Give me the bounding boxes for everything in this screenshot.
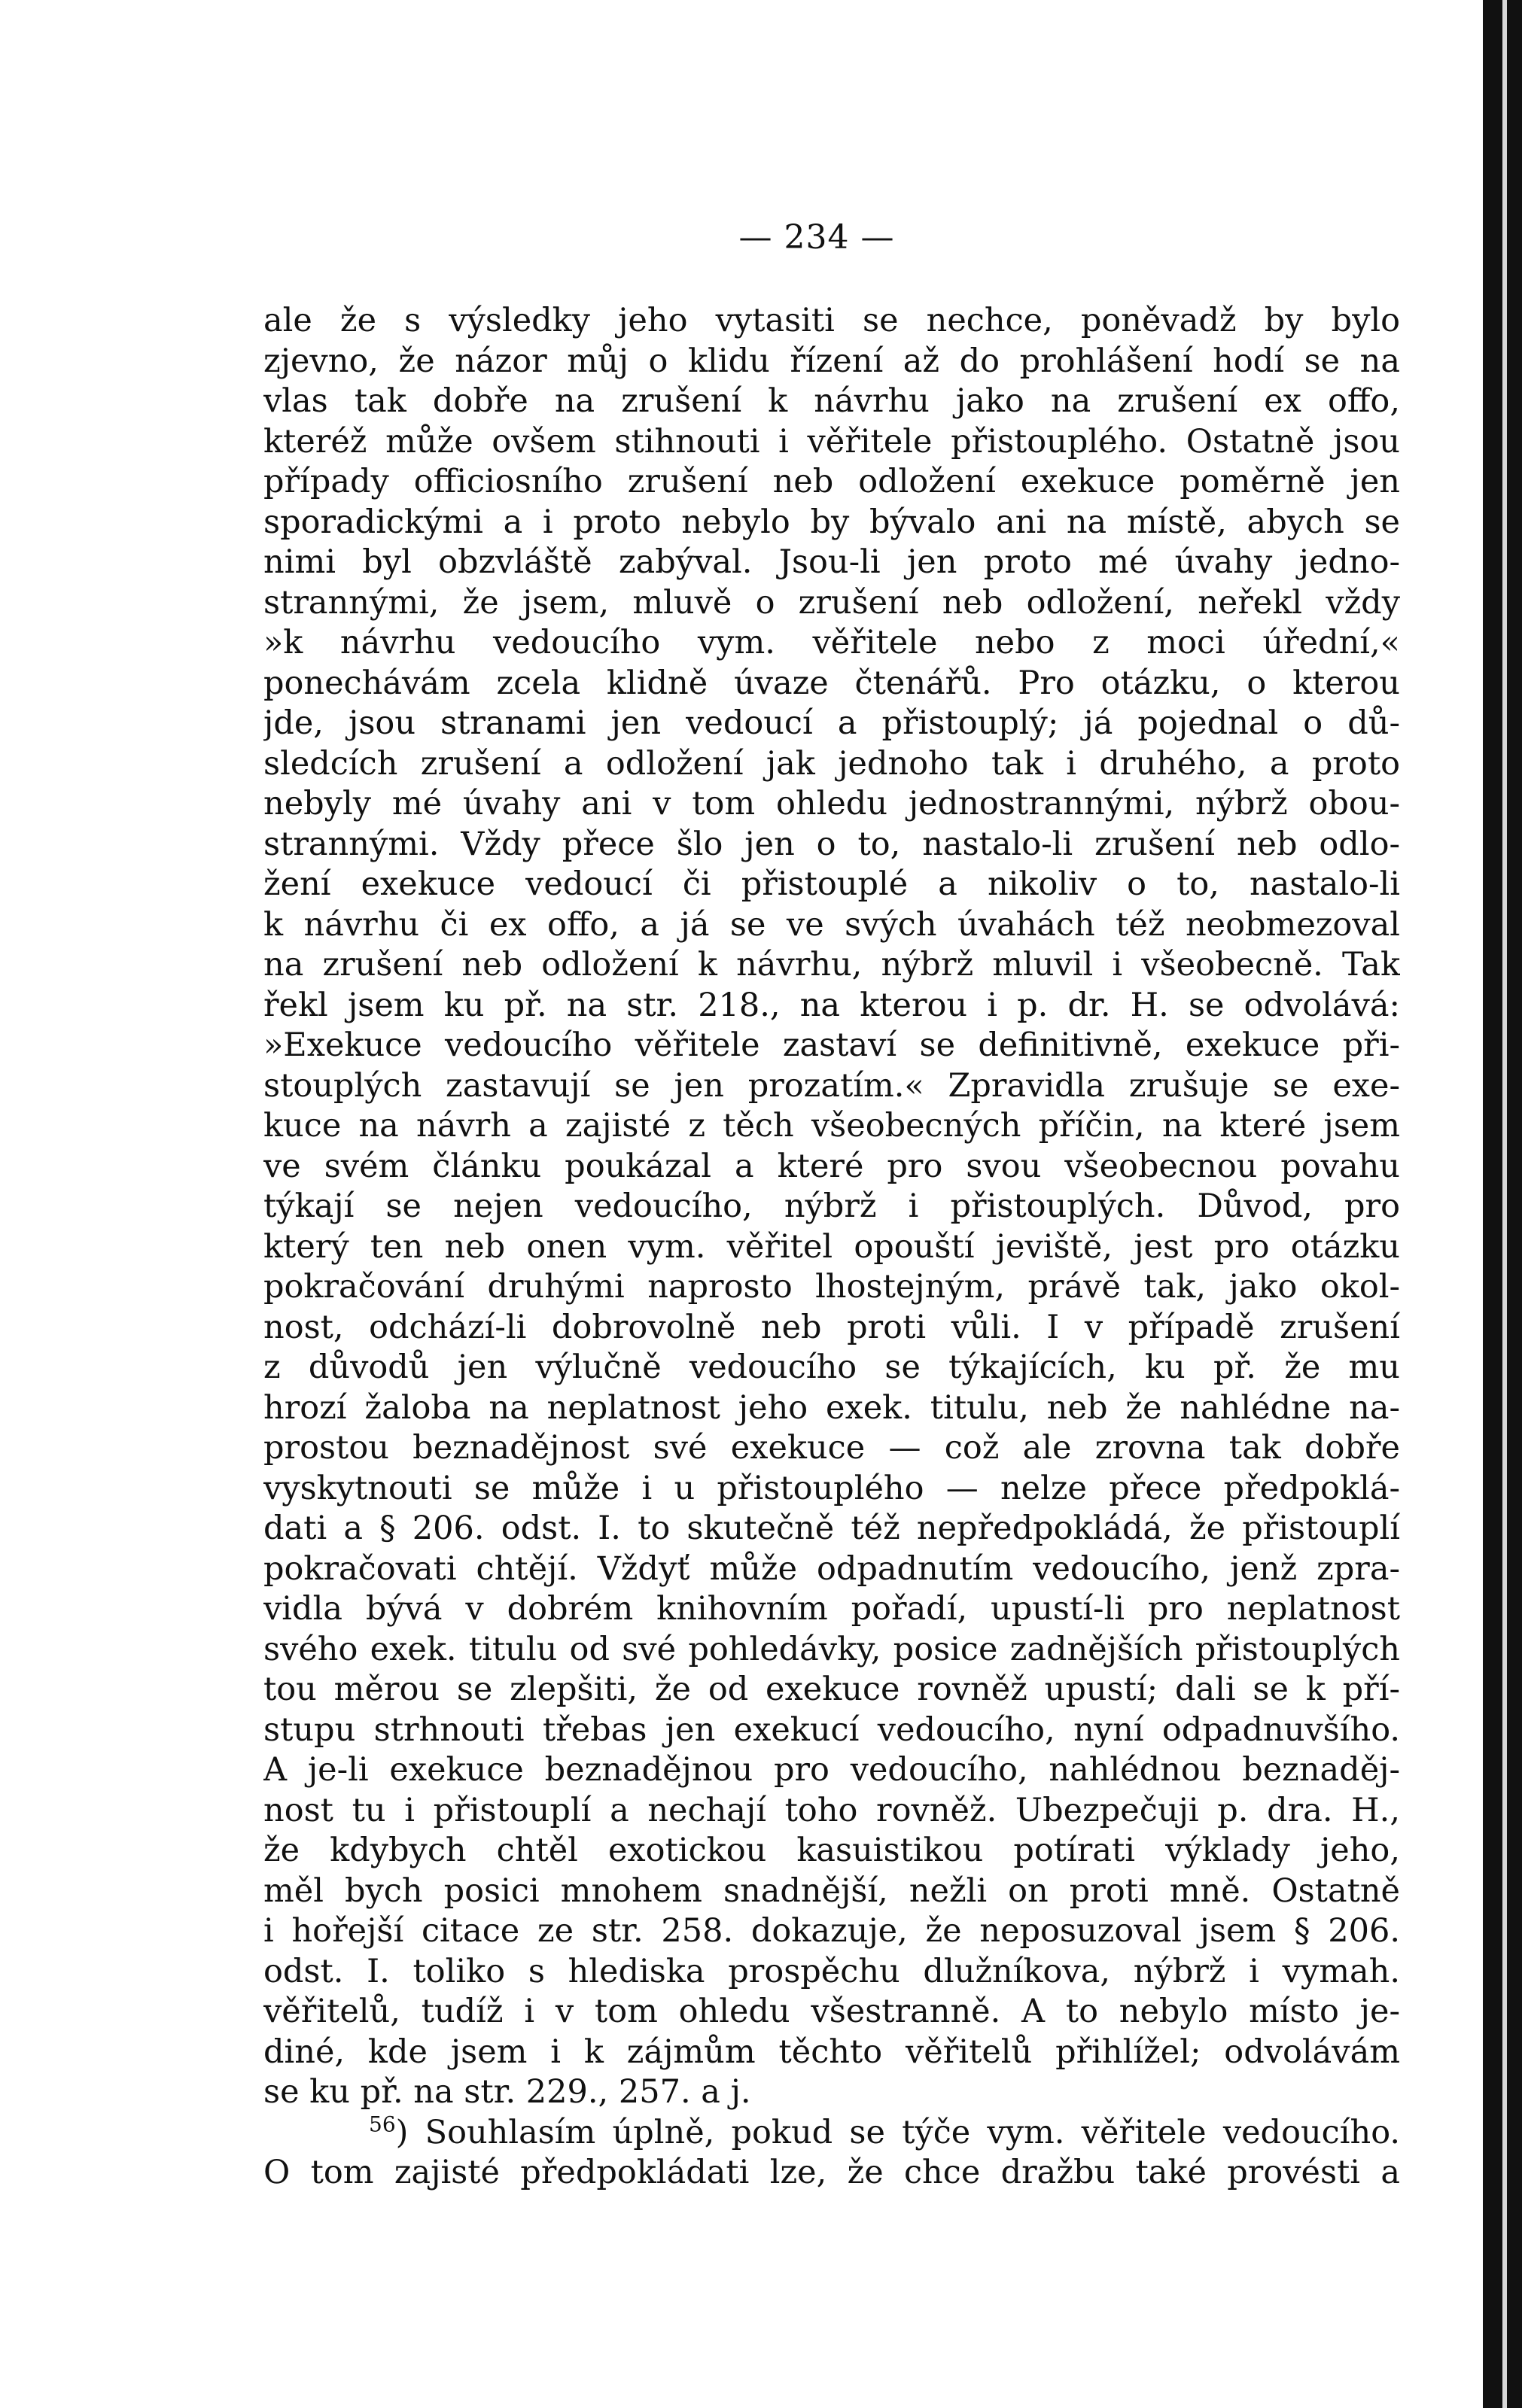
page-number: — 234 — xyxy=(738,218,895,257)
text-line-18: řekl jsem ku př. na str. 218., na kterou i p. dr. H. se odvolává: xyxy=(263,986,1400,1024)
text-line-10: ponechávám zcela klidně úvaze čtenářů. Pro otázku, o kterou xyxy=(263,664,1400,702)
text-line-12: sledcích zrušení a odložení jak jednoho tak i druhého, a proto xyxy=(263,744,1400,783)
text-line-24: který ten neb onen vym. věřitel opouští jeviště, jest pro otázku xyxy=(263,1227,1400,1266)
text-line-30: vyskytnouti se může i u přistouplého — nelze přece předpoklá- xyxy=(263,1469,1400,1507)
text-line-33: vidla bývá v dobrém knihovním pořadí, upustí-li pro neplatnost xyxy=(263,1590,1400,1628)
text-line-34: svého exek. titulu od své pohledávky, posice zadnějších přistouplých xyxy=(263,1630,1400,1668)
text-line-6: sporadickými a i proto nebylo by bývalo ani na místě, abych se xyxy=(263,503,1400,541)
text-line-32: pokračovati chtějí. Vždyť může odpadnutím vedoucího, jenž zpra- xyxy=(263,1549,1400,1588)
text-line-43: věřitelů, tudíž i v tom ohledu všestranně. A to nebylo místo je- xyxy=(263,1993,1400,2030)
text-line-14: strannými. Vždy přece šlo jen o to, nastalo-li zrušení neb odlo- xyxy=(263,825,1400,863)
text-line-37: A je-li exekuce beznadějnou pro vedoucího, nahlédnou beznaděj- xyxy=(263,1751,1400,1789)
text-line-1: ale že s výsledky jeho vytasiti se nechce, poněvadž by bylo xyxy=(263,302,1400,339)
text-line-39: že kdybych chtěl exotickou kasuistikou potírati výklady jeho, xyxy=(263,1832,1400,1869)
text-line-19: »Exekuce vedoucího věřitele zastaví se definitivně, exekuce při- xyxy=(263,1026,1400,1064)
text-line-44: diné, kde jsem i k zájmům těchto věřitelů přihlížel; odvolávám xyxy=(263,2033,1400,2071)
text-line-8: strannými, že jsem, mluvě o zrušení neb odložení, neřekl vždy xyxy=(263,583,1400,622)
footnote-text-1: ) Souhlasím úplně, pokud se týče vym. věřitele vedoucího. xyxy=(395,2113,1400,2151)
text-line-21: kuce na návrh a zajisté z těch všeobecných příčin, na které jsem xyxy=(263,1107,1400,1145)
text-line-16: k návrhu či ex offo, a já se ve svých úvahách též neobmezoval xyxy=(263,905,1400,944)
text-line-3: vlas tak dobře na zrušení k návrhu jako na zrušení ex offo, xyxy=(263,382,1400,420)
text-line-11: jde, jsou stranami jen vedoucí a přistouplý; já pojednal o dů- xyxy=(263,704,1400,742)
text-line-45: se ku př. na str. 229., 257. a j. xyxy=(263,2073,751,2111)
text-line-35: tou měrou se zlepšiti, že od exekuce rovněž upustí; dali se k pří- xyxy=(263,1671,1400,1708)
text-line-40: měl bych posici mnohem snadnější, nežli on proti mně. Ostatně xyxy=(263,1871,1400,1910)
text-line-22: ve svém článku poukázal a které pro svou všeobecnou povahu xyxy=(263,1147,1400,1185)
footnote-line-2: O tom zajisté předpokládati lze, že chce dražbu také provésti a xyxy=(263,2154,1400,2191)
text-line-25: pokračování druhými naprosto lhostejným, právě tak, jako okol- xyxy=(263,1268,1400,1306)
text-line-29: prostou beznadějnost své exekuce — což ale zrovna tak dobře xyxy=(263,1429,1400,1467)
footnote-marker: 56 xyxy=(369,2112,396,2137)
text-line-13: nebyly mé úvahy ani v tom ohledu jednostrannými, nýbrž obou- xyxy=(263,785,1400,822)
text-line-41: i hořejší citace ze str. 258. dokazuje, že neposuzoval jsem § 206. xyxy=(263,1912,1400,1950)
footnote-line-1 xyxy=(263,2113,1400,2154)
body-text xyxy=(263,301,1400,2194)
text-line-31: dati a § 206. odst. I. to skutečně též nepředpokládá, že přistouplí xyxy=(263,1510,1400,1547)
text-line-28: hrozí žaloba na neplatnost jeho exek. titulu, neb že nahlédne na- xyxy=(263,1388,1400,1427)
text-line-7: nimi byl obzvláště zabýval. Jsou-li jen proto mé úvahy jedno- xyxy=(263,543,1400,581)
text-line-2: zjevno, že názor můj o klidu řízení až do prohlášení hodí se na xyxy=(263,342,1400,380)
text-line-15: žení exekuce vedoucí či přistouplé a nikoliv o to, nastalo-li xyxy=(263,865,1400,903)
text-line-38: nost tu i přistouplí a nechají toho rovněž. Ubezpečuji p. dra. H., xyxy=(263,1791,1400,1829)
text-line-9: »k návrhu vedoucího vym. věřitele nebo z moci úřední,« xyxy=(263,624,1400,661)
text-line-42: odst. I. toliko s hlediska prospěchu dlužníkova, nýbrž i vymah. xyxy=(263,1952,1400,1990)
scan-edge-light xyxy=(1502,0,1507,2408)
text-line-17: na zrušení neb odložení k návrhu, nýbrž mluvil i všeobecně. Tak xyxy=(263,946,1400,984)
text-line-4: kteréž může ovšem stihnouti i věřitele přistouplého. Ostatně jsou xyxy=(263,422,1400,461)
text-line-36: stupu strhnouti třebas jen exekucí vedoucího, nyní odpadnuvšího. xyxy=(263,1710,1400,1749)
text-line-27: z důvodů jen výlučně vedoucího se týkajících, ku př. že mu xyxy=(263,1348,1400,1386)
text-line-26: nost, odchází-li dobrovolně neb proti vůli. I v případě zrušení xyxy=(263,1308,1400,1346)
text-line-23: týkají se nejen vedoucího, nýbrž i přistouplých. Důvod, pro xyxy=(263,1187,1400,1225)
text-line-20: stouplých zastavují se jen prozatím.« Zpravidla zrušuje se exe- xyxy=(263,1066,1400,1105)
text-line-5: případy officiosního zrušení neb odložení exekuce poměrně jen xyxy=(263,463,1400,500)
